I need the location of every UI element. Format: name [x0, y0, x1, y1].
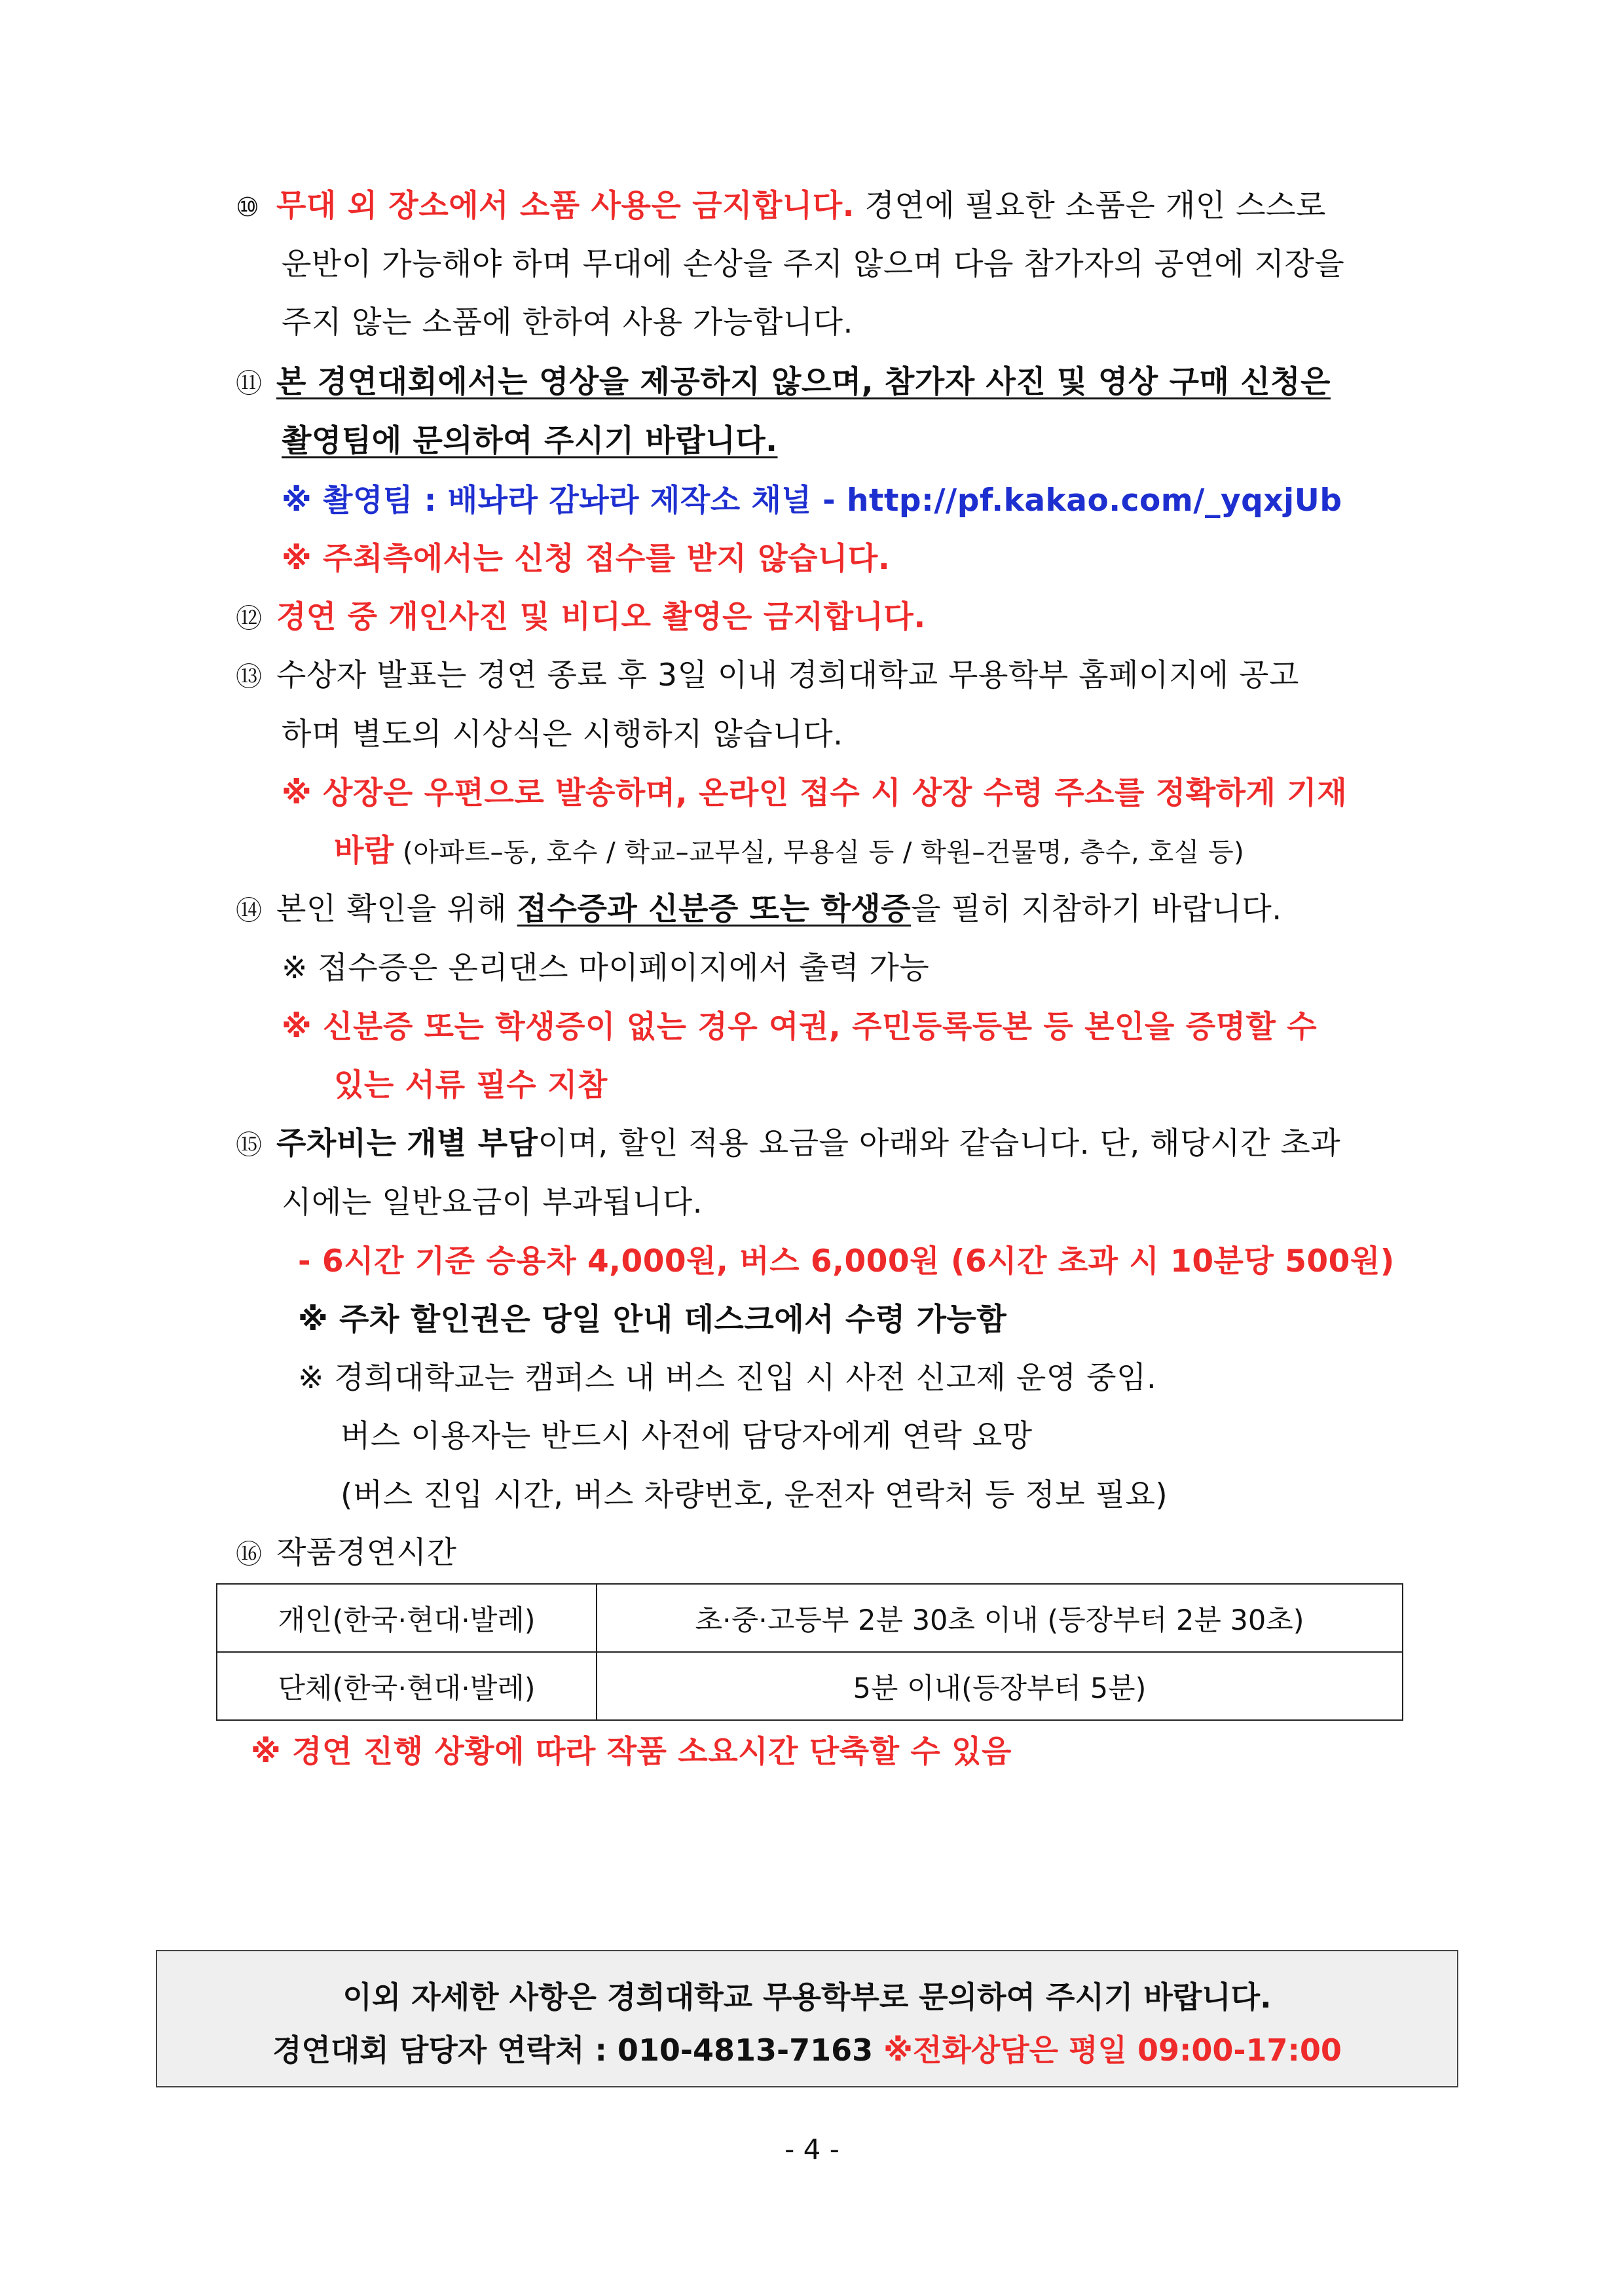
item-14-line-1	[236, 889, 1282, 932]
item-16-line	[236, 1532, 456, 1575]
page-number: - 4 -	[784, 2133, 840, 2165]
item-13-line-1	[236, 655, 1299, 698]
item-11-text: 본 경연대회에서는 영상을 제공하지 않으며, 참가자 사진 및 영상 구매 신청은	[276, 364, 1331, 400]
item-15-text: 이며, 할인 적용 요금을 아래와 같습니다. 단, 해당시간 초과	[538, 1126, 1341, 1162]
id-note-line-2: 있는 서류 필수 지참	[334, 1067, 608, 1103]
receipt-note: ※ 접수증은 온리댄스 마이페이지에서 출력 가능	[282, 950, 930, 986]
phone-hours: ※전화상담은 평일 09:00-17:00	[883, 2032, 1342, 2068]
item-10-line-1	[236, 185, 1326, 229]
photo-team-note: ※ 촬영팀 : 배놔라 감놔라 제작소 채널 - http://pf.kakao.com/_yqxjUb	[282, 483, 1342, 519]
item-number: ⑪	[236, 369, 263, 399]
organizer-note: ※ 주최측에서는 신청 접수를 받지 않습니다.	[282, 541, 891, 577]
item-12-text: 경연 중 개인사진 및 비디오 촬영은 금지합니다.	[276, 599, 926, 635]
bus-note: ※ 경희대학교는 캠퍼스 내 버스 진입 시 사전 신고제 운영 중임.	[298, 1360, 1157, 1396]
item-number: ⑩	[236, 193, 260, 223]
time-table-note: ※ 경연 진행 상황에 따라 작품 소요시간 단축할 수 있음	[251, 1734, 1012, 1770]
performance-time-table	[216, 1583, 1403, 1721]
item-number: ⑭	[236, 896, 263, 926]
performance-time-title: 작품경연시간	[276, 1535, 457, 1571]
time-cell: 5분 이내(등장부터 5분)	[597, 1652, 1403, 1720]
table-row	[217, 1652, 1403, 1720]
bus-note-line-2: 버스 이용자는 반드시 사전에 담당자에게 연락 요망	[341, 1418, 1033, 1454]
item-13-text: 수상자 발표는 경연 종료 후 3일 이내 경희대학교 무용학부 홈페이지에 공고	[276, 657, 1299, 693]
item-14-text-post: 을 필히 지참하기 바랍니다.	[911, 891, 1282, 927]
item-11-line-1	[236, 361, 1331, 405]
item-14-emphasis: 접수증과 신분증 또는 학생증	[517, 891, 912, 927]
item-15-line-2: 시에는 일반요금이 부과됩니다.	[282, 1184, 703, 1221]
category-cell: 단체(한국·현대·발레)	[217, 1652, 597, 1720]
parking-bold-1: 주차비는	[276, 1126, 397, 1162]
bus-note-line-3: (버스 진입 시간, 버스 차량번호, 운전자 연락처 등 정보 필요)	[341, 1477, 1168, 1513]
item-14-text-pre: 본인 확인을 위해	[276, 891, 517, 927]
item-11-line-2: 촬영팀에 문의하여 주시기 바랍니다.	[282, 423, 778, 459]
contact-line-2	[157, 2027, 1457, 2070]
item-12-line	[236, 597, 926, 640]
item-10-line-3: 주지 않는 소품에 한하여 사용 가능합니다.	[282, 304, 853, 340]
category-cell: 개인(한국·현대·발레)	[217, 1584, 597, 1652]
contact-phone: 경연대회 담당자 연락처 : 010-4813-7163	[272, 2032, 884, 2068]
item-10-text: 경연에 필요한 소품은 개인 스스로	[855, 188, 1326, 224]
item-15-line-1	[236, 1123, 1340, 1166]
parking-bold-2: 개별 부담	[407, 1126, 538, 1162]
item-10-emphasis: 무대 외 장소에서 소품 사용은 금지합니다.	[276, 188, 855, 224]
item-number: ⑮	[236, 1130, 263, 1160]
item-number: ⑫	[236, 604, 263, 634]
contact-box	[156, 1950, 1458, 2087]
item-number: ⑯	[236, 1539, 263, 1570]
contact-line-1: 이외 자세한 사항은 경희대학교 무용학부로 문의하여 주시기 바랍니다.	[342, 1979, 1272, 2015]
certificate-note: ※ 상장은 우편으로 발송하며, 온라인 접수 시 상장 수령 주소를 정확하게 기재	[282, 775, 1348, 811]
parking-fee: - 6시간 기준 승용차 4,000원, 버스 6,000원 (6시간 초과 시 10분당 500원)	[298, 1243, 1395, 1279]
spacer	[397, 1126, 407, 1162]
id-note: ※ 신분증 또는 학생증이 없는 경우 여권, 주민등록등본 등 본인을 증명할 수	[282, 1009, 1318, 1045]
item-13-line-2: 하며 별도의 시상식은 시행하지 않습니다.	[282, 716, 843, 752]
address-example: (아파트–동, 호수 / 학교–교무실, 무용실 등 / 학원–건물명, 층수, 호실 등)	[394, 837, 1245, 868]
time-cell: 초·중·고등부 2분 30초 이내 (등장부터 2분 30초)	[597, 1584, 1403, 1652]
table-row	[217, 1584, 1403, 1652]
item-10-line-2: 운반이 가능해야 하며 무대에 손상을 주지 않으며 다음 참가자의 공연에 지장을	[282, 246, 1345, 282]
item-number: ⑬	[236, 662, 263, 692]
certificate-note-bold: 바람	[334, 833, 394, 869]
certificate-note-line-2	[334, 830, 1244, 873]
parking-ticket-note: ※ 주차 할인권은 당일 안내 데스크에서 수령 가능함	[298, 1302, 1007, 1338]
